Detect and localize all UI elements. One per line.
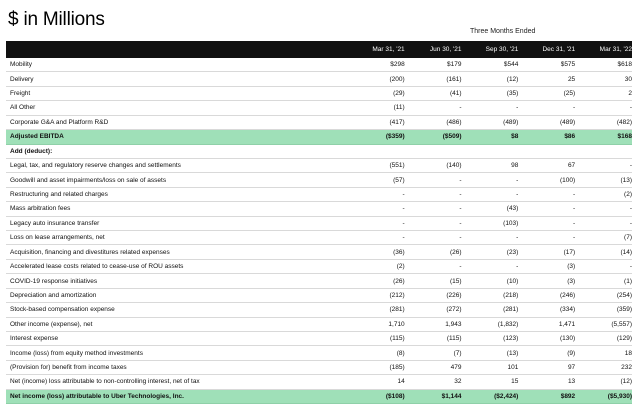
value-cell: (7) — [453, 349, 462, 357]
value-cell: ($509) — [442, 133, 462, 141]
value-cell: - — [629, 162, 632, 170]
value-cell: 18 — [624, 349, 632, 357]
row-label: Add (deduct): — [10, 147, 53, 155]
value-cell: $892 — [560, 392, 576, 400]
value-cell: 98 — [511, 162, 519, 170]
value-cell: (551) — [389, 162, 405, 170]
value-cell: (26) — [393, 277, 405, 285]
row-label: Loss on lease arrangements, net — [10, 234, 105, 242]
row-label: Mass arbitration fees — [10, 205, 71, 213]
value-cell: 479 — [450, 364, 462, 372]
table-row — [6, 260, 632, 274]
period-caption: Three Months Ended — [470, 28, 536, 35]
value-cell: - — [629, 205, 632, 213]
column-header: Jun 30, '21 — [429, 46, 462, 53]
value-cell: (200) — [389, 75, 405, 83]
value-cell: (218) — [503, 291, 519, 299]
value-cell: - — [516, 104, 519, 112]
value-cell: - — [402, 219, 405, 227]
value-cell: (9) — [567, 349, 576, 357]
value-cell: (1) — [624, 277, 632, 285]
value-cell: - — [573, 104, 576, 112]
table-row — [6, 202, 632, 216]
row-label: Income (loss) from equity method investments — [10, 349, 143, 357]
value-cell: 14 — [397, 378, 405, 386]
row-label: Legal, tax, and regulatory reserve changes and settlements — [10, 162, 181, 170]
row-label: Legacy auto insurance transfer — [10, 219, 100, 227]
ebitda-reconciliation-table — [6, 41, 632, 404]
value-cell: $618 — [617, 61, 632, 69]
value-cell: (103) — [503, 219, 519, 227]
value-cell: - — [629, 104, 632, 112]
value-cell: (2) — [624, 191, 632, 198]
value-cell: (35) — [506, 90, 519, 98]
table-row-total — [6, 130, 632, 144]
value-cell: (100) — [559, 176, 576, 184]
value-cell: $544 — [503, 61, 519, 69]
value-cell: - — [516, 263, 519, 271]
value-cell: (123) — [503, 335, 519, 343]
value-cell: 32 — [454, 378, 462, 386]
value-cell: $1,144 — [441, 392, 462, 400]
column-header: Mar 31, '22 — [599, 46, 632, 53]
column-header: Sep 30, '21 — [485, 46, 519, 53]
value-cell: (11) — [393, 104, 405, 112]
table-row — [6, 274, 632, 288]
table-section-row — [6, 145, 632, 159]
value-cell: (489) — [559, 118, 576, 126]
value-cell: (5,557) — [611, 320, 632, 328]
value-cell: - — [402, 234, 405, 242]
table-row — [6, 173, 632, 187]
value-cell: (226) — [446, 291, 462, 299]
value-cell: - — [402, 191, 405, 198]
row-label: Stock-based compensation expense — [10, 306, 115, 314]
value-cell: - — [573, 191, 576, 198]
value-cell: (161) — [446, 75, 462, 83]
row-label: Mobility — [10, 61, 33, 69]
value-cell: 15 — [511, 378, 519, 386]
value-cell: $575 — [560, 61, 576, 69]
table-row — [6, 116, 632, 130]
row-label: All Other — [10, 104, 36, 112]
value-cell: ($359) — [385, 133, 405, 141]
table-row — [6, 58, 632, 72]
value-cell: ($2,424) — [494, 392, 519, 400]
table-row — [6, 231, 632, 245]
value-cell: $179 — [447, 61, 462, 69]
value-cell: - — [573, 205, 576, 213]
value-cell: (482) — [616, 118, 632, 126]
value-cell: ($5,930) — [607, 392, 632, 400]
row-label: Adjusted EBITDA — [10, 133, 64, 141]
value-cell: - — [459, 263, 462, 271]
value-cell: (41) — [449, 90, 462, 98]
row-label: COVID-19 response initiatives — [10, 277, 98, 285]
table-row — [6, 289, 632, 303]
value-cell: 232 — [621, 364, 632, 372]
column-header: Dec 31, '21 — [542, 46, 576, 53]
value-cell: (3) — [567, 263, 576, 271]
column-header: Mar 31, '21 — [372, 46, 405, 53]
value-cell: (13) — [506, 349, 519, 357]
table-row — [6, 361, 632, 375]
value-cell: ($108) — [385, 392, 405, 400]
value-cell: (486) — [446, 118, 462, 126]
value-cell: 101 — [507, 364, 519, 372]
table-row — [6, 72, 632, 86]
page-title: $ in Millions — [8, 9, 105, 30]
value-cell: - — [516, 176, 519, 184]
value-cell: - — [459, 205, 462, 213]
table-body — [6, 58, 632, 404]
table-row-total — [6, 390, 632, 404]
value-cell: (23) — [506, 248, 519, 256]
value-cell: (115) — [446, 335, 462, 343]
value-cell: - — [629, 263, 632, 271]
table-row — [6, 245, 632, 259]
table-row — [6, 332, 632, 346]
row-label: (Provision for) benefit from income taxes — [10, 364, 127, 372]
value-cell: 30 — [624, 75, 632, 83]
value-cell: (17) — [563, 248, 576, 256]
value-cell: - — [573, 219, 576, 227]
value-cell: (3) — [567, 277, 576, 285]
row-label: Interest expense — [10, 335, 59, 343]
value-cell: - — [459, 219, 462, 227]
value-cell: (8) — [396, 349, 405, 357]
value-cell: (246) — [559, 291, 576, 299]
value-cell: $86 — [564, 133, 576, 141]
value-cell: (334) — [559, 306, 576, 314]
value-cell: (489) — [503, 118, 519, 126]
value-cell: - — [629, 219, 632, 227]
value-cell: (115) — [389, 335, 405, 343]
value-cell: $168 — [617, 133, 632, 141]
value-cell: (359) — [616, 306, 632, 314]
row-label: Depreciation and amortization — [10, 291, 97, 299]
value-cell: (129) — [616, 335, 632, 343]
value-cell: (185) — [389, 364, 405, 372]
value-cell: (130) — [559, 335, 576, 343]
value-cell: (281) — [389, 306, 405, 314]
row-label: Net income (loss) attributable to Uber Technologies, Inc. — [10, 392, 184, 400]
value-cell: - — [459, 191, 462, 198]
table-row — [6, 188, 632, 202]
row-label: Delivery — [10, 75, 34, 83]
value-cell: $8 — [511, 133, 519, 141]
value-cell: (43) — [506, 205, 519, 213]
value-cell: (7) — [624, 234, 632, 242]
table-row — [6, 346, 632, 360]
table-row — [6, 159, 632, 173]
value-cell: (15) — [449, 277, 462, 285]
value-cell: 2 — [628, 90, 632, 98]
table-row — [6, 375, 632, 389]
table-header-row — [6, 41, 632, 58]
value-cell: (14) — [620, 248, 632, 256]
value-cell: (212) — [389, 291, 405, 299]
row-label: Accelerated lease costs related to cease-use of ROU assets — [10, 263, 184, 271]
value-cell: (254) — [616, 291, 632, 299]
value-cell: (140) — [446, 162, 462, 170]
value-cell: - — [516, 191, 519, 198]
row-label: Other income (expense), net — [10, 320, 93, 328]
value-cell: 25 — [567, 75, 576, 83]
value-cell: (13) — [620, 176, 632, 184]
row-label: Freight — [10, 90, 31, 98]
value-cell: (272) — [446, 306, 462, 314]
value-cell: (57) — [393, 176, 405, 184]
table-row — [6, 87, 632, 101]
row-label: Corporate G&A and Platform R&D — [10, 118, 109, 126]
value-cell: 1,710 — [388, 320, 405, 328]
value-cell: (417) — [389, 118, 405, 126]
value-cell: - — [573, 234, 576, 242]
value-cell: - — [459, 104, 462, 112]
value-cell: - — [459, 234, 462, 242]
value-cell: 13 — [567, 378, 576, 386]
value-cell: 1,943 — [445, 320, 462, 328]
value-cell: $298 — [390, 61, 405, 69]
value-cell: 67 — [567, 162, 576, 170]
row-label: Goodwill and asset impairments/loss on sale of assets — [10, 176, 167, 184]
value-cell: 1,471 — [558, 320, 576, 328]
value-cell: (29) — [393, 90, 405, 98]
table-row — [6, 101, 632, 115]
value-cell: (281) — [503, 306, 519, 314]
value-cell: (12) — [506, 75, 519, 83]
table-row — [6, 303, 632, 317]
row-label: Net (income) loss attributable to non-controlling interest, net of tax — [10, 378, 200, 386]
value-cell: (36) — [393, 248, 405, 256]
table-row — [6, 318, 632, 332]
value-cell: - — [516, 234, 519, 242]
value-cell: - — [402, 205, 405, 213]
value-cell: (10) — [506, 277, 519, 285]
table-row — [6, 217, 632, 231]
value-cell: (1,832) — [497, 320, 519, 328]
value-cell: (25) — [563, 90, 576, 98]
row-label: Acquisition, financing and divestitures related expenses — [10, 248, 170, 256]
value-cell: 97 — [567, 364, 576, 372]
row-label: Restructuring and related charges — [10, 191, 108, 198]
value-cell: (12) — [620, 378, 632, 386]
value-cell: (26) — [449, 248, 462, 256]
value-cell: (2) — [396, 263, 405, 271]
value-cell: - — [459, 176, 462, 184]
